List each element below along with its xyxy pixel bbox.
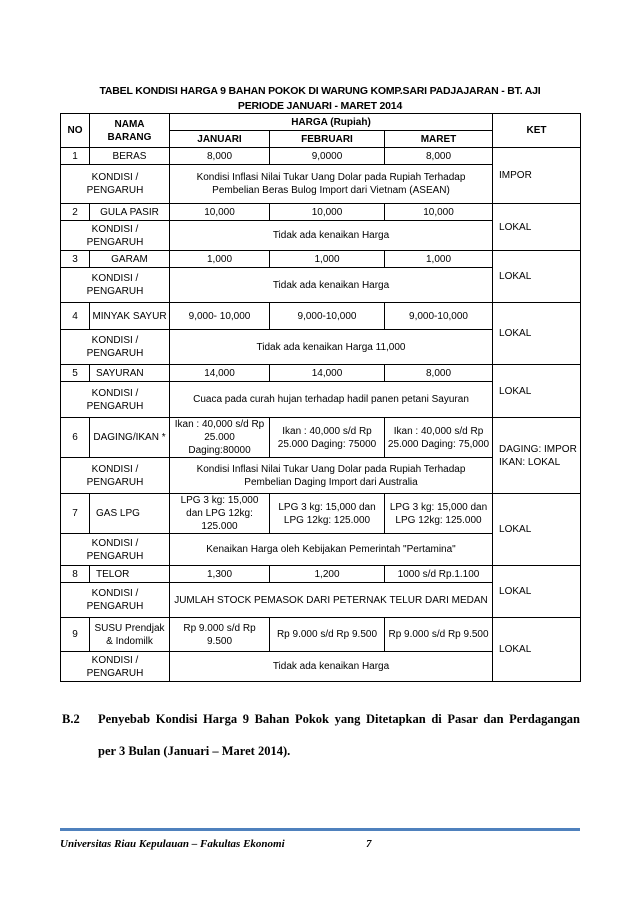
row-nama-barang: MINYAK SAYUR [90, 303, 170, 330]
row-maret: 9,000-10,000 [385, 303, 493, 330]
kondisi-text: Tidak ada kenaikan Harga 11,000 [170, 330, 493, 365]
table-title-line2: PERIODE JANUARI - MARET 2014 [237, 100, 403, 112]
row-januari: 9,000- 10,000 [170, 303, 270, 330]
section-number: B.2 [62, 712, 80, 726]
row-ket: LOKAL [493, 618, 581, 682]
row-no: 2 [61, 204, 90, 221]
row-februari: 9,0000 [270, 148, 385, 165]
header-row [61, 114, 581, 131]
table-row [61, 251, 581, 268]
table-row [61, 418, 581, 458]
row-ket: DAGING: IMPOR IKAN: LOKAL [493, 418, 581, 494]
table-row [61, 148, 581, 165]
kondisi-text: Kenaikan Harga oleh Kebijakan Pemerintah "Pertamina" [170, 534, 493, 566]
table-title-line1: TABEL KONDISI HARGA 9 BAHAN POKOK DI WARUNG KOMP.SARI PADJAJARAN - BT. AJI [99, 85, 541, 97]
header-februari: FEBRUARI [270, 131, 385, 148]
kondisi-label: KONDISI / PENGARUH [61, 165, 170, 204]
row-januari: 14,000 [170, 365, 270, 382]
row-januari: Ikan : 40,000 s/d Rp 25.000 Daging:80000 [170, 418, 270, 458]
header-januari: JANUARI [170, 131, 270, 148]
row-nama-barang: BERAS [90, 148, 170, 165]
row-no: 7 [61, 494, 90, 534]
header-no: NO [61, 114, 90, 148]
row-maret: 1000 s/d Rp.1.100 [385, 566, 493, 583]
row-no: 5 [61, 365, 90, 382]
kondisi-text: JUMLAH STOCK PEMASOK DARI PETERNAK TELUR DARI MEDAN [170, 583, 493, 618]
kondisi-label: KONDISI / PENGARUH [61, 583, 170, 618]
kondisi-text: Kondisi Inflasi Nilai Tukar Uang Dolar pada Rupiah Terhadap Pembelian Beras Bulog Import dari Vietnam (ASEAN) [170, 165, 493, 204]
header-maret: MARET [385, 131, 493, 148]
row-no: 8 [61, 566, 90, 583]
row-maret: 8,000 [385, 148, 493, 165]
section-heading-line1: Penyebab Kondisi Harga 9 Bahan Pokok yang Ditetapkan di Pasar dan Perdagangan [98, 712, 580, 726]
kondisi-label: KONDISI / PENGARUH [61, 330, 170, 365]
row-ket: LOKAL [493, 204, 581, 251]
row-maret: LPG 3 kg: 15,000 dan LPG 12kg: 125.000 [385, 494, 493, 534]
row-ket: LOKAL [493, 566, 581, 618]
row-ket: LOKAL [493, 365, 581, 418]
header-harga: HARGA (Rupiah) [170, 114, 493, 131]
row-maret: Rp 9.000 s/d Rp 9.500 [385, 618, 493, 652]
section-heading-line2: per 3 Bulan (Januari – Maret 2014). [98, 744, 291, 758]
header-ket: KET [493, 114, 581, 148]
row-februari: 10,000 [270, 204, 385, 221]
table-row [61, 494, 581, 534]
kondisi-label: KONDISI / PENGARUH [61, 534, 170, 566]
row-januari: Rp 9.000 s/d Rp 9.500 [170, 618, 270, 652]
row-februari: Ikan : 40,000 s/d Rp 25.000 Daging: 75000 [270, 418, 385, 458]
price-table [60, 113, 581, 682]
kondisi-text: Tidak ada kenaikan Harga [170, 268, 493, 303]
row-januari: 8,000 [170, 148, 270, 165]
table-row [61, 303, 581, 330]
row-februari: 9,000-10,000 [270, 303, 385, 330]
page-number: 7 [366, 838, 372, 850]
row-ket: LOKAL [493, 494, 581, 566]
kondisi-text: Cuaca pada curah hujan terhadap hadil panen petani Sayuran [170, 382, 493, 418]
row-februari: Rp 9.000 s/d Rp 9.500 [270, 618, 385, 652]
kondisi-text: Tidak ada kenaikan Harga [170, 652, 493, 682]
row-februari: 14,000 [270, 365, 385, 382]
row-no: 6 [61, 418, 90, 458]
row-februari: 1,200 [270, 566, 385, 583]
row-maret: 1,000 [385, 251, 493, 268]
row-maret: 8,000 [385, 365, 493, 382]
kondisi-text: Kondisi Inflasi Nilai Tukar Uang Dolar pada Rupiah Terhadap Pembelian Daging Import dari Australia [170, 458, 493, 494]
kondisi-label: KONDISI / PENGARUH [61, 652, 170, 682]
row-nama-barang: TELOR [90, 566, 170, 583]
row-ket: IMPOR [493, 148, 581, 204]
row-februari: 1,000 [270, 251, 385, 268]
row-januari: LPG 3 kg: 15,000 dan LPG 12kg: 125.000 [170, 494, 270, 534]
row-nama-barang: GARAM [90, 251, 170, 268]
kondisi-label: KONDISI / PENGARUH [61, 382, 170, 418]
row-maret: Ikan : 40,000 s/d Rp 25.000 Daging: 75,000 [385, 418, 493, 458]
row-ket: LOKAL [493, 303, 581, 365]
header-nama-barang: NAMA BARANG [90, 114, 170, 148]
row-no: 4 [61, 303, 90, 330]
kondisi-label: KONDISI / PENGARUH [61, 221, 170, 251]
row-januari: 10,000 [170, 204, 270, 221]
row-februari: LPG 3 kg: 15,000 dan LPG 12kg: 125.000 [270, 494, 385, 534]
row-no: 1 [61, 148, 90, 165]
table-row [61, 204, 581, 221]
row-januari: 1,300 [170, 566, 270, 583]
row-no: 9 [61, 618, 90, 652]
row-nama-barang: DAGING/IKAN * [90, 418, 170, 458]
row-nama-barang: GULA PASIR [90, 204, 170, 221]
footer-rule [60, 828, 580, 831]
row-nama-barang: SAYURAN [90, 365, 170, 382]
row-maret: 10,000 [385, 204, 493, 221]
row-ket: LOKAL [493, 251, 581, 303]
row-nama-barang: SUSU Prendjak & Indomilk [90, 618, 170, 652]
table-row [61, 365, 581, 382]
table-row [61, 618, 581, 652]
kondisi-label: KONDISI / PENGARUH [61, 458, 170, 494]
table-row [61, 566, 581, 583]
row-januari: 1,000 [170, 251, 270, 268]
kondisi-label: KONDISI / PENGARUH [61, 268, 170, 303]
footer-university: Universitas Riau Kepulauan – Fakultas Ekonomi [60, 838, 285, 850]
kondisi-text: Tidak ada kenaikan Harga [170, 221, 493, 251]
row-no: 3 [61, 251, 90, 268]
row-nama-barang: GAS LPG [90, 494, 170, 534]
